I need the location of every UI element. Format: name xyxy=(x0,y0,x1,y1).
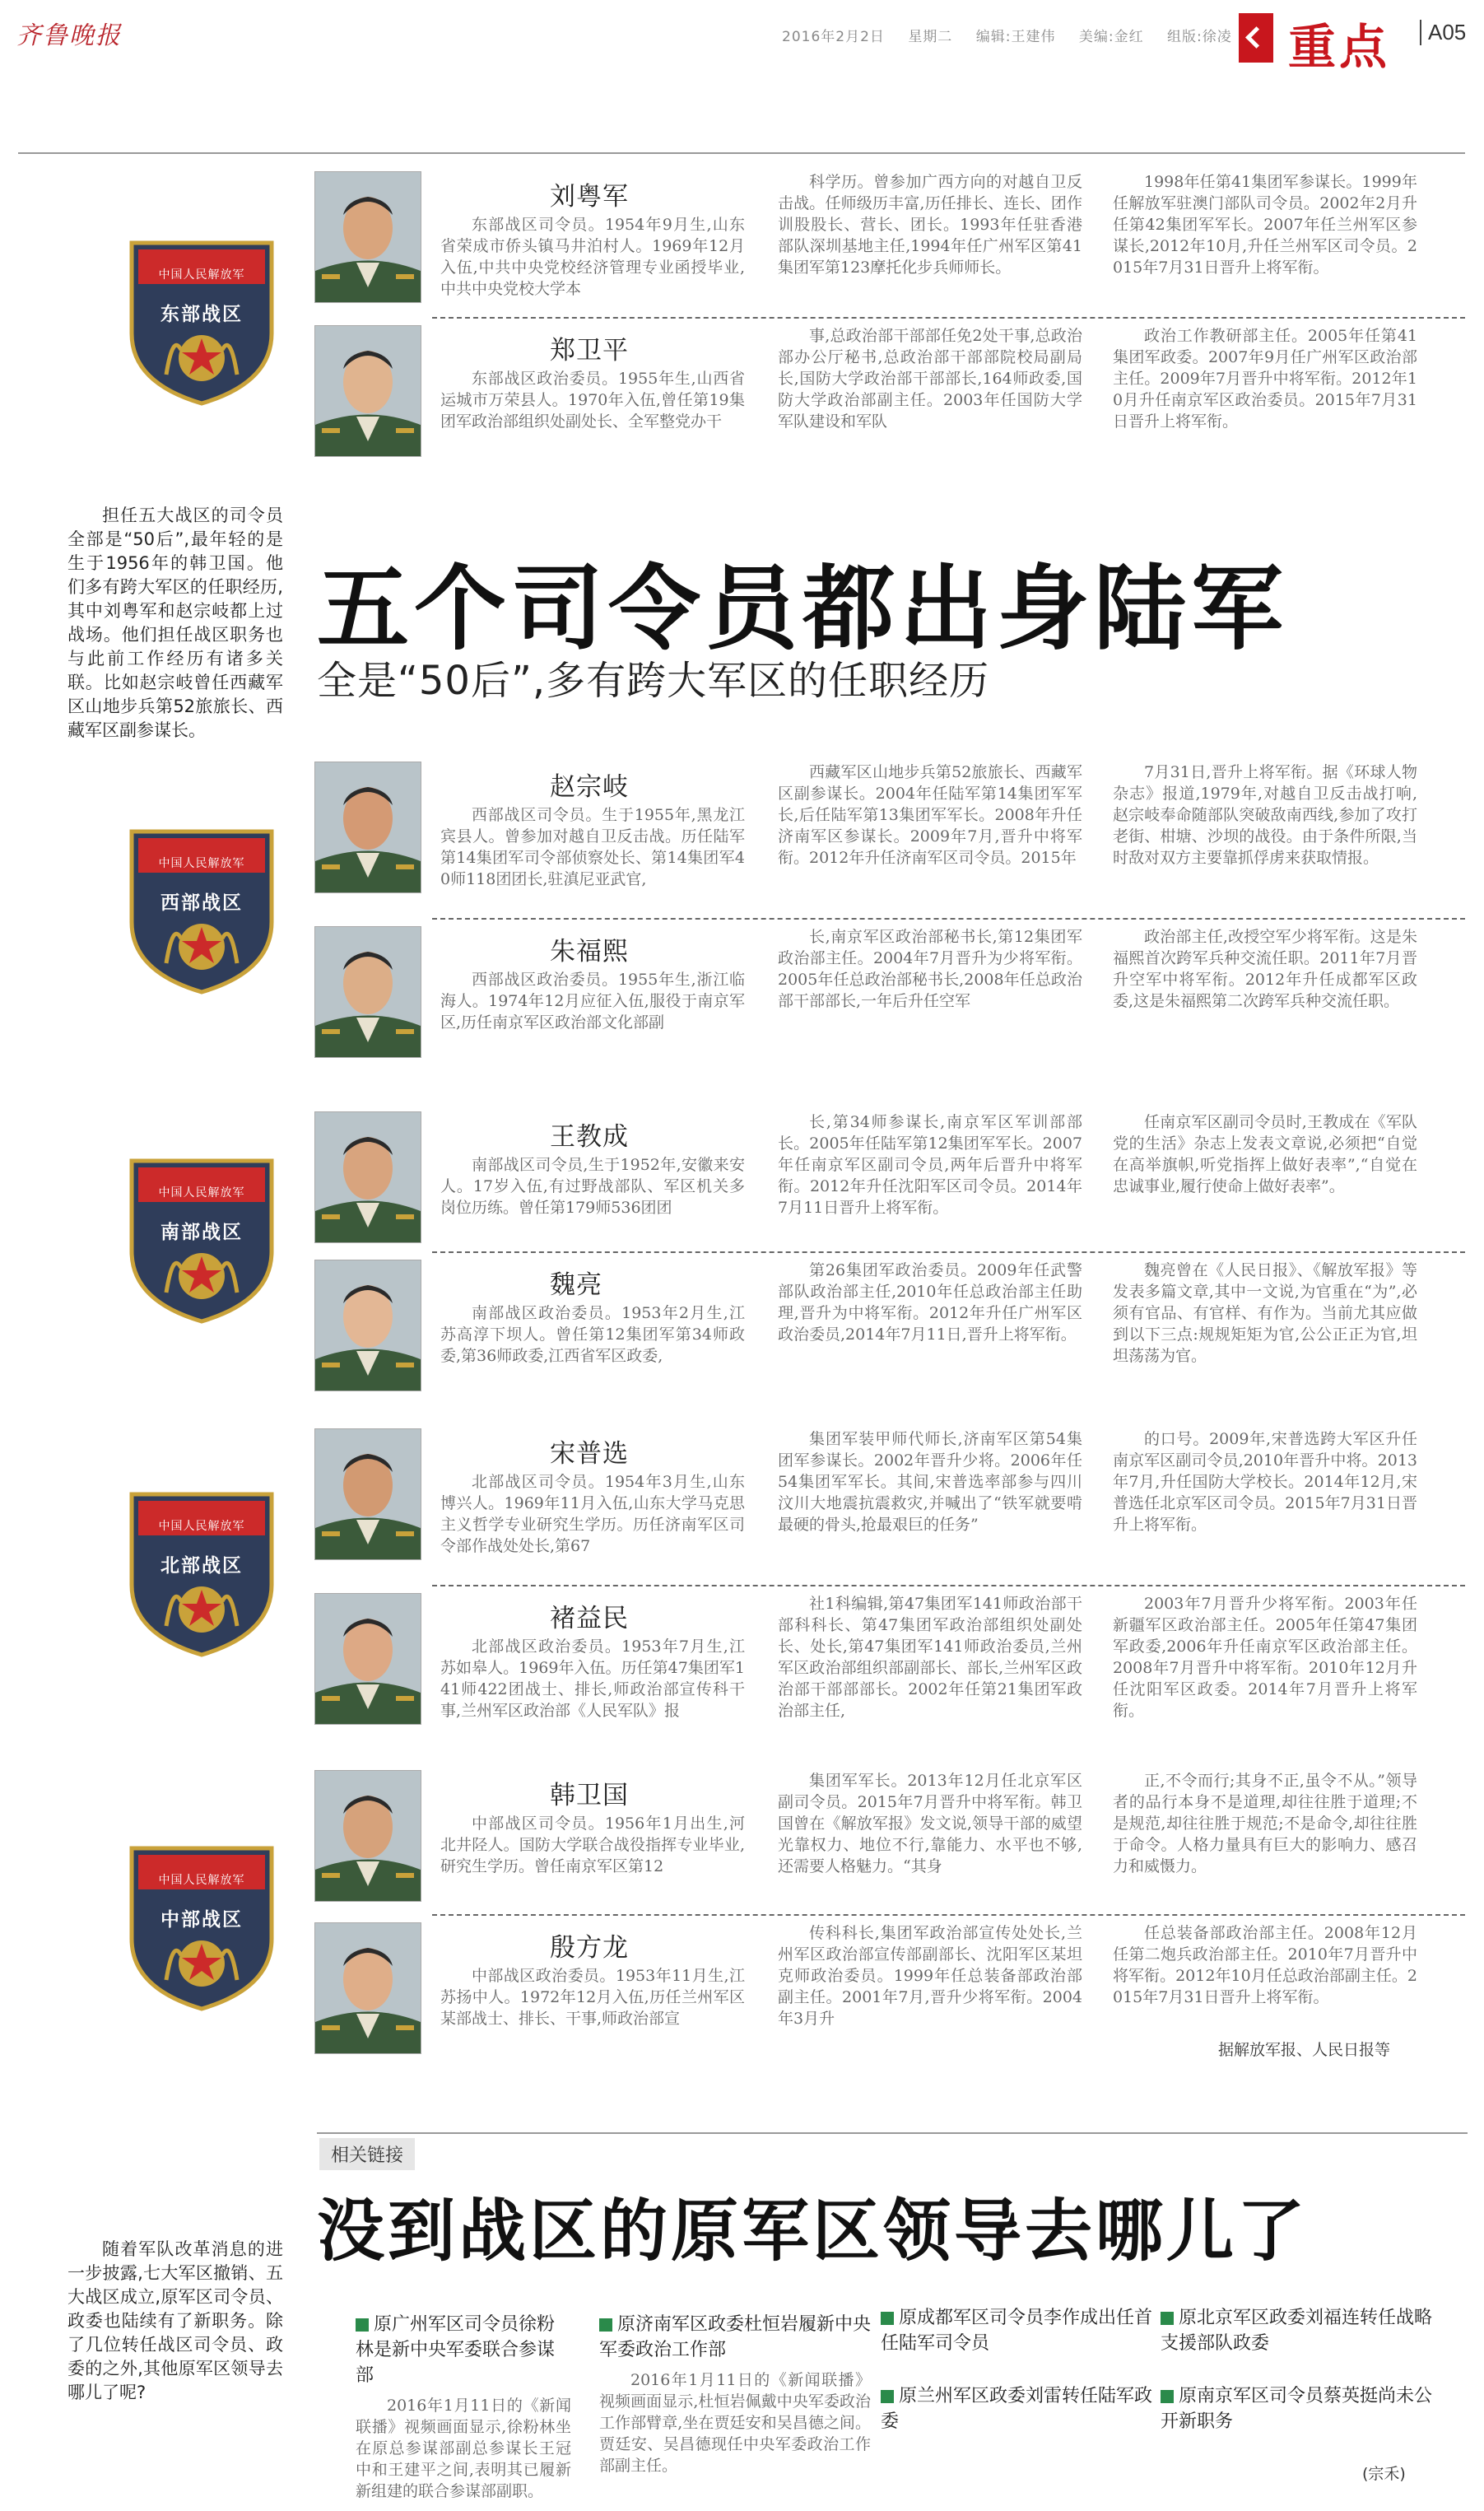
designer-credit: 美编:金红 xyxy=(1078,29,1144,45)
portrait-photo xyxy=(314,1260,421,1391)
editor-credit: 编辑:王建伟 xyxy=(975,29,1056,45)
related-item-body: 2016年1月11日的《新闻联播》视频画面显示,杜恒岩佩戴中央军委政治工作部臂章,坐在贾廷安和吴昌德之间。贾廷安、吴昌德现任中央军委政治工作部副主任。 xyxy=(599,2371,871,2475)
main-headline: 五个司令员都出身陆军 xyxy=(317,556,1288,663)
related-item xyxy=(356,2312,571,2502)
person-career-col3: 魏亮曾在《人民日报》、《解放军报》等发表多篇文章,其中一文说,为官重在“为”,必须有官品、有官样、有作为。当前尤其应做到以下三点:规规矩矩为官,公公正正为官,坦坦荡荡为官。 xyxy=(1113,1261,1417,1365)
person-career-col3: 政治部主任,改授空军少将军衔。这是朱福熙首次跨军兵种交流任职。2011年7月晋升空军中将军衔。2012年升任成都军区政委,这是朱福熙第二次跨军兵种交流任职。 xyxy=(1113,928,1417,1010)
person-name: 褚益民 xyxy=(550,1604,629,1633)
person-career-col2: 长,第34师参谋长,南京军区军训部部长。2005年任陆军第12集团军军长。2007年任南京军区副司令员,两年后晋升中将军衔。2012年升任沈阳军区司令员。2014年7月11日晋升上将军衔。 xyxy=(778,1113,1082,1217)
badge-org-text: 中国人民解放军 xyxy=(158,857,245,870)
section-chevron-icon xyxy=(1239,13,1273,63)
portrait-image xyxy=(315,1923,421,2053)
related-item xyxy=(881,2383,1152,2434)
portrait-photo xyxy=(314,1593,421,1725)
person-intro: 中部战区司令员。1956年1月出生,河北井陉人。国防大学联合战役指挥专业毕业,研究生学历。曾任南京军区第12 xyxy=(440,1815,745,1875)
person-career-col2: 第26集团军政治委员。2009年任武警部队政治部主任,2010年任总政治部主任助理,晋升为中将军衔。2012年升任广州军区政治委员,2014年7月11日,晋升上将军衔。 xyxy=(778,1261,1082,1344)
sub-headline: 全是“50后”,多有跨大军区的任职经历 xyxy=(317,658,990,704)
person-intro: 东部战区政治委员。1955年生,山西省运城市万荣县人。1970年入伍,曾任第19集团军政治部组织处副处长、全军整党办干 xyxy=(440,370,745,431)
bullet-square-icon xyxy=(881,2390,894,2403)
person-career-col3: 政治工作教研部主任。2005年任第41集团军政委。2007年9月任广州军区政治部主任。2009年7月晋升中将军衔。2012年10月升任南京军区政治委员。2015年7月31日晋升上将军衔。 xyxy=(1113,327,1417,431)
related-item xyxy=(599,2312,871,2476)
portrait-image xyxy=(315,1112,421,1242)
person-name: 韩卫国 xyxy=(550,1781,629,1810)
badge-org-text: 中国人民解放军 xyxy=(158,1186,245,1200)
related-item-title: 原广州军区司令员徐粉林是新中央军委联合参谋部 xyxy=(356,2314,556,2386)
person-career-col2: 长,南京军区政治部秘书长,第12集团军政治部主任。2004年7月晋升为少将军衔。2005年任总政治部秘书长,2008年任总政治部干部部长,一年后升任空军 xyxy=(778,928,1082,1010)
portrait-image xyxy=(315,172,421,302)
person-divider xyxy=(432,1914,1465,1916)
intro-paragraph: 担任五大战区的司令员全部是“50后”,最年轻的是生于1956年的韩卫国。他们多有跨大军区的任职经历,其中刘粤军和赵宗岐都上过战场。他们担任战区职务也与此前工作经历有诸多关联。比如赵宗岐曾任西藏军区山地步兵第52旅旅长、西藏军区副参谋长。 xyxy=(67,505,283,740)
person-career-col2: 事,总政治部干部部任免2处干事,总政治部办公厅秘书,总政治部干部部院校局副局长,国防大学政治部干部部长,164师政委,国防大学政治部副主任。2003年任国防大学军队建设和军队 xyxy=(778,327,1082,431)
person-name: 王教成 xyxy=(550,1122,629,1152)
badge-org-text: 中国人民解放军 xyxy=(158,1874,245,1887)
person-career-col2: 社1科编辑,第47集团军141师政治部干部科科长、第47集团军政治部组织处副处长、处长,第47集团军141师政治委员,兰州军区政治部组织部副部长、部长,兰州军区政治部干部部部长。2002年任第21集团军政治部主任, xyxy=(778,1595,1082,1720)
portrait-photo xyxy=(314,1770,421,1902)
person-intro: 北部战区司令员。1954年3月生,山东博兴人。1969年11月入伍,山东大学马克思主义哲学专业研究生学历。历任济南军区司令部作战处处长,第67 xyxy=(440,1473,745,1555)
person-name: 朱福熙 xyxy=(550,937,629,967)
person-career-col3: 2003年7月晋升少将军衔。2003年任新疆军区政治部主任。2005年任第47集团军政委,2006年升任南京军区政治部主任。2008年7月晋升中将军衔。2010年12月升任沈阳军区政委。2014年7月晋升上将军衔。 xyxy=(1113,1595,1417,1720)
person-career-col3: 任南京军区副司令员时,王教成在《军队党的生活》杂志上发表文章说,必须把“自觉在高举旗帜,听党指挥上做好表率”,“自觉在忠诚事业,履行使命上做好表率”。 xyxy=(1113,1113,1417,1195)
badge-zone-name: 西部战区 xyxy=(160,892,243,914)
person-intro: 北部战区政治委员。1953年7月生,江苏如皋人。1969年入伍。历任第47集团军141师422团战士、排长,师政治部宣传科干事,兰州军区政治部《人民军队》报 xyxy=(440,1638,745,1720)
bullet-square-icon xyxy=(1161,2312,1174,2325)
person-name: 魏亮 xyxy=(550,1270,602,1300)
badge-zone-name: 南部战区 xyxy=(160,1222,243,1243)
badge-org-text: 中国人民解放军 xyxy=(158,1520,245,1533)
related-item xyxy=(881,2305,1152,2356)
bullet-square-icon xyxy=(356,2318,369,2332)
related-headline: 没到战区的原军区领导去哪儿了 xyxy=(317,2192,1309,2271)
person-career-col2: 科学历。曾参加广西方向的对越自卫反击战。任师级历丰富,历任排长、连长、团作训股股长、营长、团长。1993年任驻香港部队深圳基地主任,1994年任广州军区第41集团军第123摩托化步兵师师长。 xyxy=(778,173,1082,277)
related-item-title: 原成都军区司令员李作成出任首任陆军司令员 xyxy=(881,2308,1153,2354)
badge-northern-zone xyxy=(123,1486,280,1659)
bullet-square-icon xyxy=(881,2312,894,2325)
related-item-title: 原北京军区政委刘福连转任战略支援部队政委 xyxy=(1161,2308,1433,2354)
page-number: A05 xyxy=(1420,20,1466,45)
person-intro: 东部战区司令员。1954年9月生,山东省荣成市侨头镇马井泊村人。1969年12月入伍,中共中央党校经济管理专业函授毕业,中共中央党校大学本 xyxy=(440,216,745,298)
person-career-col3: 7月31日,晋升上将军衔。据《环球人物杂志》报道,1979年,对越自卫反击战打响,赵宗岐奉命随部队突破敌南西线,参加了攻打老街、柑塘、沙坝的战役。由于条件所限,当时敌对双方主要靠抓俘虏来获取情报。 xyxy=(1113,763,1417,867)
person-name: 赵宗岐 xyxy=(550,772,629,802)
masthead-info xyxy=(782,25,1250,45)
person-intro: 中部战区政治委员。1953年11月生,江苏扬中人。1972年12月入伍,历任兰州军区某部战士、排长、干事,师政治部宣 xyxy=(440,1967,745,2028)
person-divider xyxy=(432,317,1465,319)
person-career-col2: 集团军装甲师代师长,济南军区第54集团军参谋长。2002年晋升少将。2006年任54集团军军长。其间,宋普选率部参与四川汶川大地震抗震救灾,并喊出了“铁军就要啃最硬的骨头,抢最艰巨的任务” xyxy=(778,1430,1082,1534)
issue-weekday: 星期二 xyxy=(908,29,953,45)
badge-western-zone xyxy=(123,823,280,996)
badge-zone-name: 东部战区 xyxy=(160,304,243,325)
person-intro: 西部战区司令员。生于1955年,黑龙江宾县人。曾参加对越自卫反击战。历任陆军第14集团军司令部侦察处长、第14集团军40师118团团长,驻滇尼亚武官, xyxy=(440,806,745,888)
portrait-photo xyxy=(314,1111,421,1243)
related-item-body: 2016年1月11日的《新闻联播》视频画面显示,徐粉林坐在原总参谋部副总参谋长王冠中和王建平之间,表明其已履新新组建的联合参谋部副职。 xyxy=(356,2397,571,2500)
badge-southern-zone xyxy=(123,1153,280,1325)
related-item xyxy=(1161,2305,1432,2356)
person-name: 郑卫平 xyxy=(550,336,629,366)
portrait-image xyxy=(315,1771,421,1901)
person-career-col3: 正,不令而行;其身不正,虽令不从。”领导者的品行本身不是道理,却往往胜于道理;不是规范,却往往胜于规范;不是命令,却往往胜于命令。人格力量具有巨大的影响力、感召力和威慑力。 xyxy=(1113,1772,1417,1875)
related-item-title: 原济南军区政委杜恒岩履新中央军委政治工作部 xyxy=(599,2314,872,2360)
related-intro: 随着军队改革消息的进一步披露,七大军区撤销、五大战区成立,原军区司令员、政委也陆续有了新职务。除了几位转任战区司令员、政委的之外,其他原军区领导去哪儿了呢? xyxy=(67,2239,283,2402)
person-name: 宋普选 xyxy=(550,1439,629,1469)
person-divider xyxy=(432,1251,1465,1253)
newspaper-logo: 齐鲁晚报 xyxy=(16,21,122,50)
portrait-photo xyxy=(314,1428,421,1560)
related-tag: 相关链接 xyxy=(319,2138,415,2170)
person-career-col3: 1998年任第41集团军参谋长。1999年任解放军驻澳门部队司令员。2002年2月升任第42集团军军长。2007年任兰州军区参谋长,2012年10月,升任兰州军区司令员。2015年7月31日晋升上将军衔。 xyxy=(1113,173,1417,277)
person-career-col3: 的口号。2009年,宋普选跨大军区升任南京军区副司令员,2010年晋升中将。2013年7月,升任国防大学校长。2014年12月,宋普选任北京军区司令员。2015年7月31日晋升上将军衔。 xyxy=(1113,1430,1417,1534)
portrait-image xyxy=(315,927,421,1057)
related-item-title: 原兰州军区政委刘雷转任陆军政委 xyxy=(881,2386,1153,2432)
person-career-col3: 任总装备部政治部主任。2008年12月任第二炮兵政治部主任。2010年7月晋升中将军衔。2012年10月任总政治部副主任。2015年7月31日晋升上将军衔。 xyxy=(1113,1924,1417,2006)
person-intro: 南部战区司令员,生于1952年,安徽来安人。17岁入伍,有过野战部队、军区机关多岗位历练。曾任第179师536团团 xyxy=(440,1156,745,1217)
portrait-photo xyxy=(314,762,421,893)
related-item xyxy=(1161,2383,1432,2434)
badge-eastern-zone xyxy=(123,235,280,408)
portrait-photo xyxy=(314,171,421,303)
portrait-image xyxy=(315,1429,421,1559)
portrait-image xyxy=(315,326,421,456)
person-divider xyxy=(432,918,1465,920)
portrait-photo xyxy=(314,926,421,1058)
person-career-col2: 传科科长,集团军政治部宣传处处长,兰州军区政治部宣传部副部长、沈阳军区某坦克师政治委员。1999年任总装备部政治部副主任。2001年7月,晋升少将军衔。2004年3月升 xyxy=(778,1924,1082,2028)
proof-credit: 组版:徐凌 xyxy=(1167,29,1232,45)
person-intro: 南部战区政治委员。1953年2月生,江苏高淳下坝人。曾任第12集团军第34师政委,第36师政委,江西省军区政委, xyxy=(440,1304,745,1365)
badge-zone-name: 中部战区 xyxy=(160,1909,243,1931)
related-credit: (宗禾) xyxy=(1362,2465,1406,2483)
person-name: 刘粤军 xyxy=(550,182,629,212)
badge-central-zone xyxy=(123,1840,280,2013)
portrait-image xyxy=(315,1260,421,1391)
bullet-square-icon xyxy=(1161,2390,1174,2403)
person-career-col2: 集团军军长。2013年12月任北京军区副司令员。2015年7月晋升中将军衔。韩卫国曾在《解放军报》发文说,领导干部的威望光靠权力、地位不行,靠能力、水平也不够,还需要人格魅力。“其身 xyxy=(778,1772,1082,1875)
related-divider xyxy=(317,2132,1468,2134)
person-name: 殷方龙 xyxy=(550,1933,629,1963)
header-divider xyxy=(18,152,1465,154)
portrait-image xyxy=(315,762,421,892)
portrait-photo xyxy=(314,325,421,457)
person-divider xyxy=(432,1585,1465,1586)
person-career-col2: 西藏军区山地步兵第52旅旅长、西藏军区副参谋长。2004年任陆军第14集团军军长,后任陆军第13集团军军长。2008年升任济南军区参谋长。2009年7月,晋升中将军衔。2012年升任济南军区司令员。2015年 xyxy=(778,763,1082,867)
portrait-photo xyxy=(314,1922,421,2054)
issue-date: 2016年2月2日 xyxy=(782,29,885,45)
bullet-square-icon xyxy=(599,2318,612,2332)
badge-org-text: 中国人民解放军 xyxy=(158,268,245,282)
badge-zone-name: 北部战区 xyxy=(160,1555,243,1577)
portrait-image xyxy=(315,1594,421,1724)
section-title: 重点 xyxy=(1288,19,1391,75)
source-credit: 据解放军报、人民日报等 xyxy=(1218,2041,1391,2059)
related-item-title: 原南京军区司令员蔡英挺尚未公开新职务 xyxy=(1161,2386,1433,2432)
person-intro: 西部战区政治委员。1955年生,浙江临海人。1974年12月应征入伍,服役于南京军区,历任南京军区政治部文化部副 xyxy=(440,971,745,1032)
